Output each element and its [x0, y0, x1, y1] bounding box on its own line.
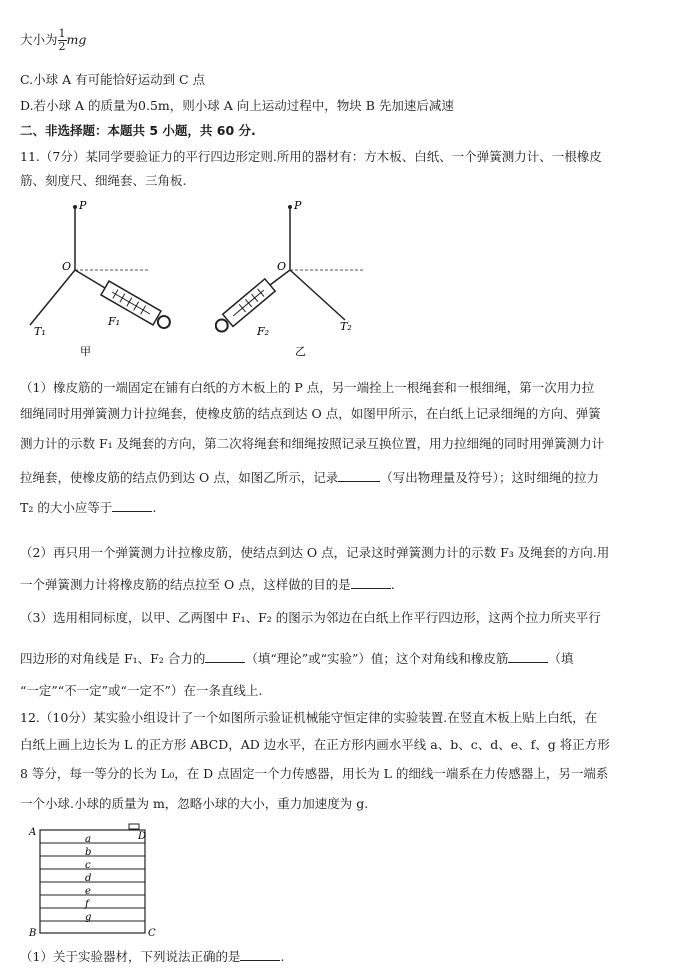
answer-blank[interactable] [338, 469, 380, 482]
label-p: P [294, 199, 302, 212]
caption-yi: 乙 [295, 345, 306, 358]
q12-line-3: 8 等分，每一等分的长为 L₀，在 D 点固定一个力传感器，用长为 L 的细线一端系在力传感器上，另一端系 [20, 766, 609, 781]
q11-line-1: 11.（7分）某同学要验证力的平行四边形定则.所用的器材有：方木板、白纸、一个弹簧测力计、一根橡皮 [20, 149, 602, 164]
row-label: e [85, 886, 91, 897]
p1-line-1: （1）橡皮筋的一端固定在铺有白纸的方木板上的 P 点，另一端拴上一根绳套和一根细绳，第一次用力拉 [20, 380, 595, 395]
answer-blank[interactable] [112, 499, 152, 512]
section-heading: 二、非选择题：本题共 5 小题，共 60 分. [20, 123, 256, 138]
row-label: f [85, 899, 89, 910]
text: 拉绳套，使橡皮筋的结点仍到达 O 点，如图乙所示，记录 [20, 470, 339, 485]
text: （写出物理量及符号）；这时细绳的拉力 [380, 470, 599, 485]
p3-line-1: （3）选用相同标度，以甲、乙两图中 F₁、F₂ 的图示为邻边在白纸上作平行四边形，这两个拉力所夹平行 [20, 610, 601, 625]
p1-line-3: 测力计的示数 F₁ 及绳套的方向，第二次将绳套和细绳按照记录互换位置，用力拉细绳的同时用弹簧测力计 [20, 436, 605, 451]
figure-yi [215, 195, 375, 360]
row-label: b [85, 847, 92, 858]
option-c: C.小球 A 有可能恰好运动到 C 点 [20, 72, 206, 87]
label-t2: T₂ [340, 320, 352, 333]
label-p: P [79, 199, 87, 212]
answer-blank[interactable] [351, 576, 391, 589]
text: mg [66, 32, 87, 47]
figure-jia [20, 195, 210, 360]
p3-line-2 [20, 649, 573, 667]
label-f2: F₂ [257, 325, 270, 338]
frac-den: 2 [58, 40, 66, 53]
text: （填 [548, 651, 574, 666]
answer-blank[interactable] [240, 948, 280, 961]
q12-line-2: 白纸上画上边长为 L 的正方形 ABCD，AD 边水平，在正方形内画水平线 a、b、c、d、e、f、g 将正方形 [20, 737, 610, 752]
row-label: c [85, 860, 91, 871]
q12-line-4: 一个小球.小球的质量为 m，忽略小球的大小，重力加速度为 g. [20, 796, 369, 811]
text: 大小为 [20, 32, 58, 47]
text: . [280, 949, 285, 964]
p1-line-5 [20, 498, 156, 516]
label-o: O [62, 260, 72, 273]
row-label: a [85, 834, 91, 845]
text: （填“理论”或“实验”）值；这个对角线和橡皮筋 [245, 651, 509, 666]
force-sensor-icon [129, 824, 139, 829]
frac-num: 1 [58, 27, 66, 40]
fraction [58, 28, 67, 53]
p2-line-2 [20, 575, 395, 593]
answer-blank[interactable] [205, 650, 245, 663]
label-d-corner: D [138, 831, 147, 842]
label-a-corner: A [29, 827, 37, 838]
q12-line-1: 12.（10分）某实验小组设计了一个如图所示验证机械能守恒定律的实验装置.在竖直木板上贴上白纸，在 [20, 710, 598, 725]
label-t1: T₁ [34, 325, 46, 338]
option-d: D.若小球 A 的质量为0.5m，则小球 A 向上运动过程中，物块 B 先加速后减速 [20, 98, 454, 113]
text: . [390, 577, 395, 592]
p1-line-2: 细绳同时用弹簧测力计拉绳套，使橡皮筋的结点到达 O 点，如图甲所示，在白纸上记录细绳的方向、弹簧 [20, 406, 601, 421]
row-label: d [85, 873, 92, 884]
q12-p1 [20, 947, 284, 965]
label-f1: F₁ [108, 315, 121, 328]
text: T₂ 的大小应等于 [20, 500, 113, 515]
text: 一个弹簧测力计将橡皮筋的结点拉至 O 点，这样做的目的是 [20, 577, 351, 592]
q11-line-2: 筋、刻度尺、细绳套、三角板. [20, 173, 187, 188]
p3-line-3: “一定”“不一定”或“一定不”）在一条直线上. [20, 683, 263, 698]
caption-jia: 甲 [80, 345, 91, 358]
figure-square [25, 822, 165, 940]
line-option-b-tail [20, 28, 86, 53]
text: 四边形的对角线是 F₁、F₂ 合力的 [20, 651, 206, 666]
answer-blank[interactable] [508, 650, 548, 663]
text: . [152, 500, 157, 515]
label-c-corner: C [148, 928, 156, 939]
row-label: g [85, 912, 92, 923]
p2-line-1: （2）再只用一个弹簧测力计拉橡皮筋，使结点到达 O 点，记录这时弹簧测力计的示数 F₃ 及绳套的方向.用 [20, 545, 610, 560]
label-o: O [277, 260, 287, 273]
text: （1）关于实验器材，下列说法正确的是 [20, 949, 241, 964]
label-b-corner: B [29, 928, 37, 939]
p1-line-4 [20, 468, 599, 486]
